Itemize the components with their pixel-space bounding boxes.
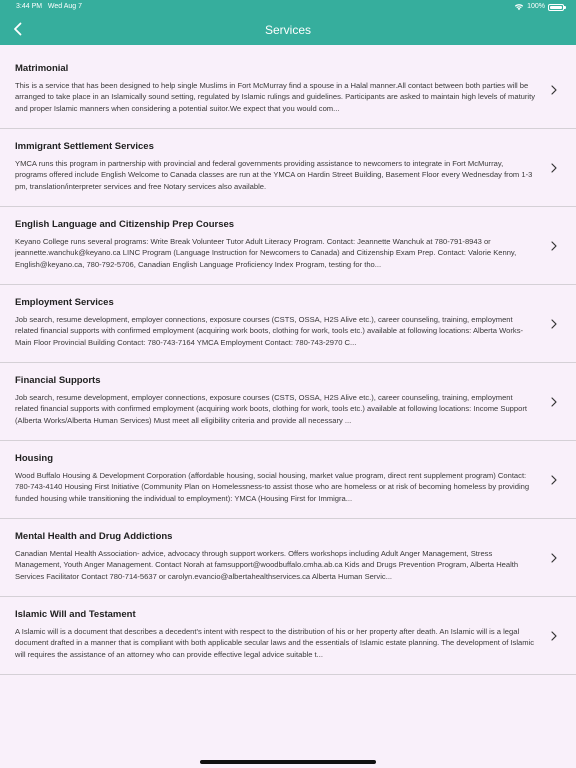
service-row[interactable]: [0, 129, 576, 207]
service-row[interactable]: [0, 285, 576, 363]
service-title: Immigrant Settlement Services: [15, 141, 154, 152]
status-time-date: [16, 0, 82, 14]
status-bar: [0, 0, 576, 14]
service-description: YMCA runs this program in partnership with provincial and federal governments providing assistance to newcomers to integrate in Fort McMurray, programs offered include English Welcome to Canada classes are run at the YMCA on Hardin Street Building, Basement Floor every Wednesday from 1-3 pm, translation/interpreter services and free Notary services also available.: [15, 159, 533, 191]
status-indicators: [514, 0, 564, 14]
service-description: A Islamic will is a document that describes a decedent's intent with respect to the distribution of his or her property after death. An Islamic will is a legal document drafted in a manner that is compliant with both applicable secular laws and the essentials of Islamic estate planning. The development of Islamic will requires the assistance of an attorney who can provide effective legal advice suitable t...: [15, 627, 535, 659]
service-title: Matrimonial: [15, 63, 69, 74]
service-title: Islamic Will and Testament: [15, 609, 136, 620]
service-description: Job search, resume development, employer connections, exposure courses (CSTS, OSSA, H2S Alive etc.), career counseling, training, employment related financial supports with confirmed employment (acquiring work boots, clothing for work, tools etc.) available at following locations: Alberta Works-Main Floor Provincial Building Contact: 780-743-7164 YMCA Employment Contact: 780-743-2970 C...: [15, 315, 524, 347]
service-row[interactable]: [0, 597, 576, 675]
chevron-right-icon: [550, 85, 558, 95]
chevron-right-icon: [550, 397, 558, 407]
service-title: Employment Services: [15, 297, 114, 308]
service-row[interactable]: [0, 51, 576, 129]
service-row[interactable]: [0, 363, 576, 441]
chevron-right-icon: [550, 553, 558, 563]
service-title: Financial Supports: [15, 375, 101, 386]
service-description: Job search, resume development, employer connections, exposure courses (CSTS, OSSA, H2S Alive etc.), career counseling, training, employment related financial supports with confirmed employment (acquiring work boots, clothing for work, tools etc.) available at following locations: Income Support (Alberta Works/Alberta Human Services) Must meet all eligibility criteria and provide all necessary ...: [15, 393, 527, 425]
chevron-right-icon: [550, 631, 558, 641]
service-title: Mental Health and Drug Addictions: [15, 531, 173, 542]
service-description: This is a service that has been designed to help single Muslims in Fort McMurray find a spouse in a Halal manner.All contact between both parties will be arranged to take place in an Islamically sound setting, regulated by Islamic rulings and guidelines. Participants are asked to maintain high levels of maturity and proper Islamic manners when considering a potential suitor.We expect that you would com...: [15, 81, 536, 113]
chevron-right-icon: [550, 163, 558, 173]
chevron-right-icon: [550, 475, 558, 485]
chevron-right-icon: [550, 241, 558, 251]
battery-icon: [548, 4, 564, 11]
page-title: Services: [264, 23, 311, 37]
status-date: Wed Aug 7: [47, 3, 83, 10]
service-description: Canadian Mental Health Association- advice, advocacy through support workers. Offers workshops including Adult Anger Management, Stress Management, Youth Anger Management. Contact Norah at famsupport@woodbuffalo.cmha.ab.ca Kids and Drugs Prevention Program, Alberta Health Services Facilitator Contact 780-714-5637 or carolyn.evancio@albertahealthservices.ca Alberta Human Servic...: [15, 549, 519, 581]
battery-percent: 100%: [527, 3, 545, 10]
service-row[interactable]: [0, 441, 576, 519]
services-list: [0, 51, 576, 675]
nav-bar: [0, 0, 576, 45]
chevron-right-icon: [550, 319, 558, 329]
home-indicator[interactable]: [200, 760, 376, 764]
wifi-icon: [514, 3, 524, 11]
service-description: Keyano College runs several programs: Write Break Volunteer Tutor Adult Literacy Program. Contact: Jeannette Wanchuk at 780-791-8943 or jeannette.wanchuk@keyano.ca LINC Program (Language Instruction for Newcomers to Canada) and Citizenship Exam Prep. Contact: Valorie Kenny, English@keyano.ca, 780-792-5706, Canadian English Language Proficiency Index Program, testing for tho...: [15, 237, 517, 269]
service-row[interactable]: [0, 519, 576, 597]
service-title: Housing: [15, 453, 53, 464]
service-row[interactable]: [0, 207, 576, 285]
service-description: Wood Buffalo Housing & Development Corporation (affordable housing, social housing, market value program, direct rent supplement program) Contact: 780-743-4140 Housing First Initiative (Community Plan on Homelessness-to assist those who are homeless or at risk of becoming homeless by providing funded housing while transitioning the individual to employment): YMCA (Housing First for Immigra...: [15, 471, 530, 503]
status-time: 3:44 PM: [16, 3, 43, 10]
service-title: English Language and Citizenship Prep Courses: [15, 219, 235, 230]
